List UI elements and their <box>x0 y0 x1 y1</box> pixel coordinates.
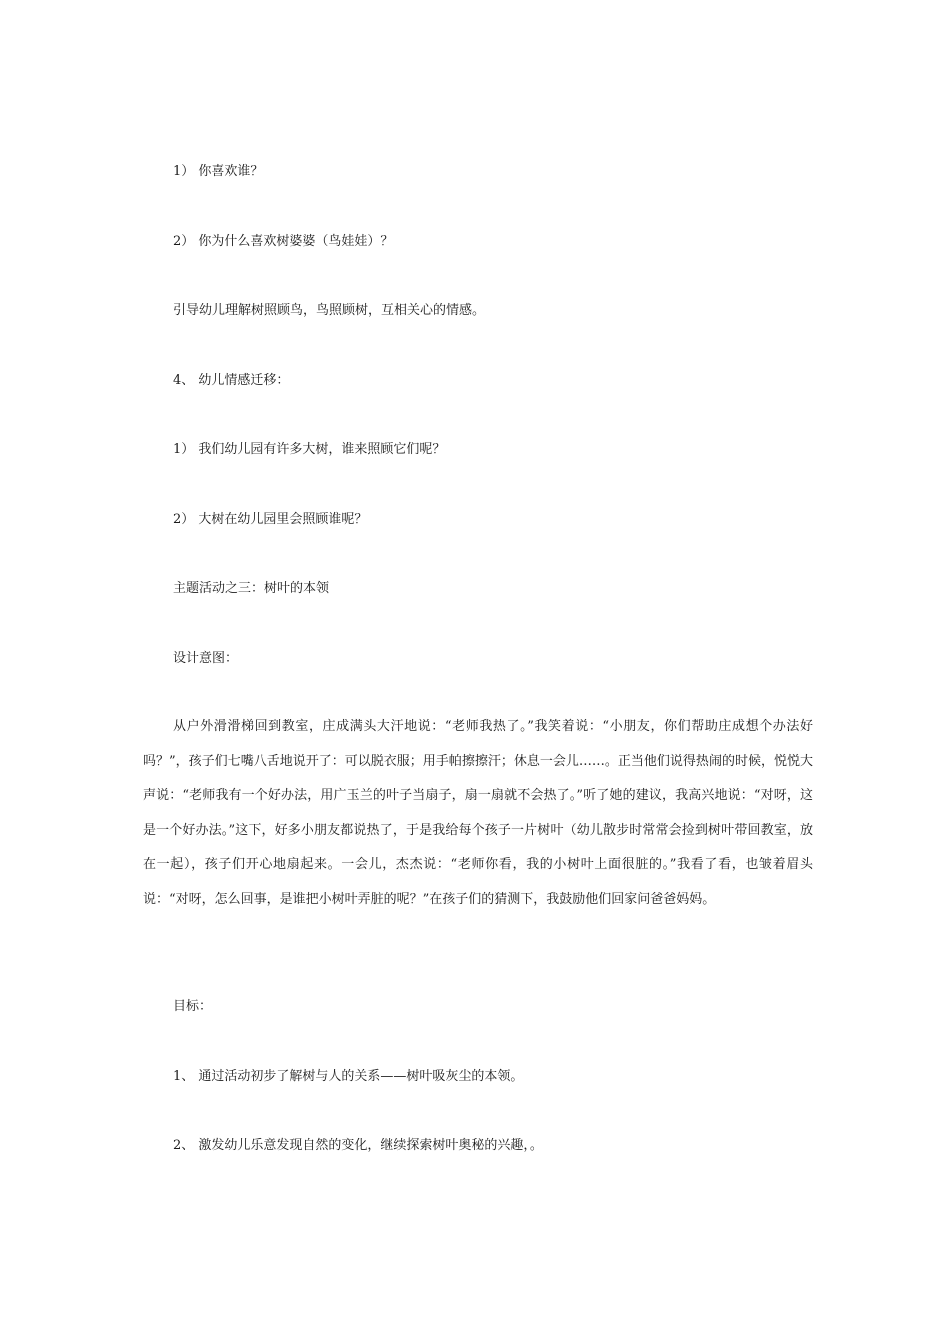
step-4-heading: 4、 幼儿情感迁移： <box>173 373 290 388</box>
theme-activity-title: 主题活动之三：树叶的本领 <box>173 581 330 596</box>
goals-heading: 目标： <box>173 999 213 1014</box>
question-who-do-you-like: 1） 你喜欢谁？ <box>173 164 264 179</box>
design-intent-paragraph: 从户外滑滑梯回到教室，庄成满头大汗地说：“老师我热了。”我笑着说：“小朋友，你们帮助庄成想个办法好吗？”，孩子们七嘴八舌地说开了：可以脱衣服；用手帕擦擦汗；休息一会儿……。正当他们说得热闹的时候，悦悦大声说：“老师我有一个好办法，用广玉兰的叶子当扇子，扇一扇就不会热了。”听了她的建议，我高兴地说：“对呀，这是一个好办法。”这下，好多小朋友都说热了，于是我给每个孩子一片树叶（幼儿散步时常常会捡到树叶带回教室，放在一起），孩子们开心地扇起来。一会儿，杰杰说：“老师你看，我的小树叶上面很脏的。”我看了看，也皱着眉头说：“对呀，怎么回事，是谁把小树叶弄脏的呢？”在孩子们的猜测下，我鼓励他们回家问爸爸妈妈。 <box>143 719 813 907</box>
question-who-cares-trees: 1） 我们幼儿园有许多大树，谁来照顾它们呢？ <box>173 442 446 457</box>
guidance-text: 引导幼儿理解树照顾鸟，鸟照顾树，互相关心的情感。 <box>173 303 486 318</box>
question-trees-care-who: 2） 大树在幼儿园里会照顾谁呢？ <box>173 512 368 527</box>
design-intent-heading: 设计意图： <box>173 651 239 666</box>
goal-item-1: 1、 通过活动初步了解树与人的关系——树叶吸灰尘的本领。 <box>173 1069 524 1084</box>
question-why-like: 2） 你为什么喜欢树婆婆（鸟娃娃）？ <box>173 234 394 249</box>
goal-item-2: 2、 激发幼儿乐意发现自然的变化，继续探索树叶奥秘的兴趣，。 <box>173 1138 543 1153</box>
